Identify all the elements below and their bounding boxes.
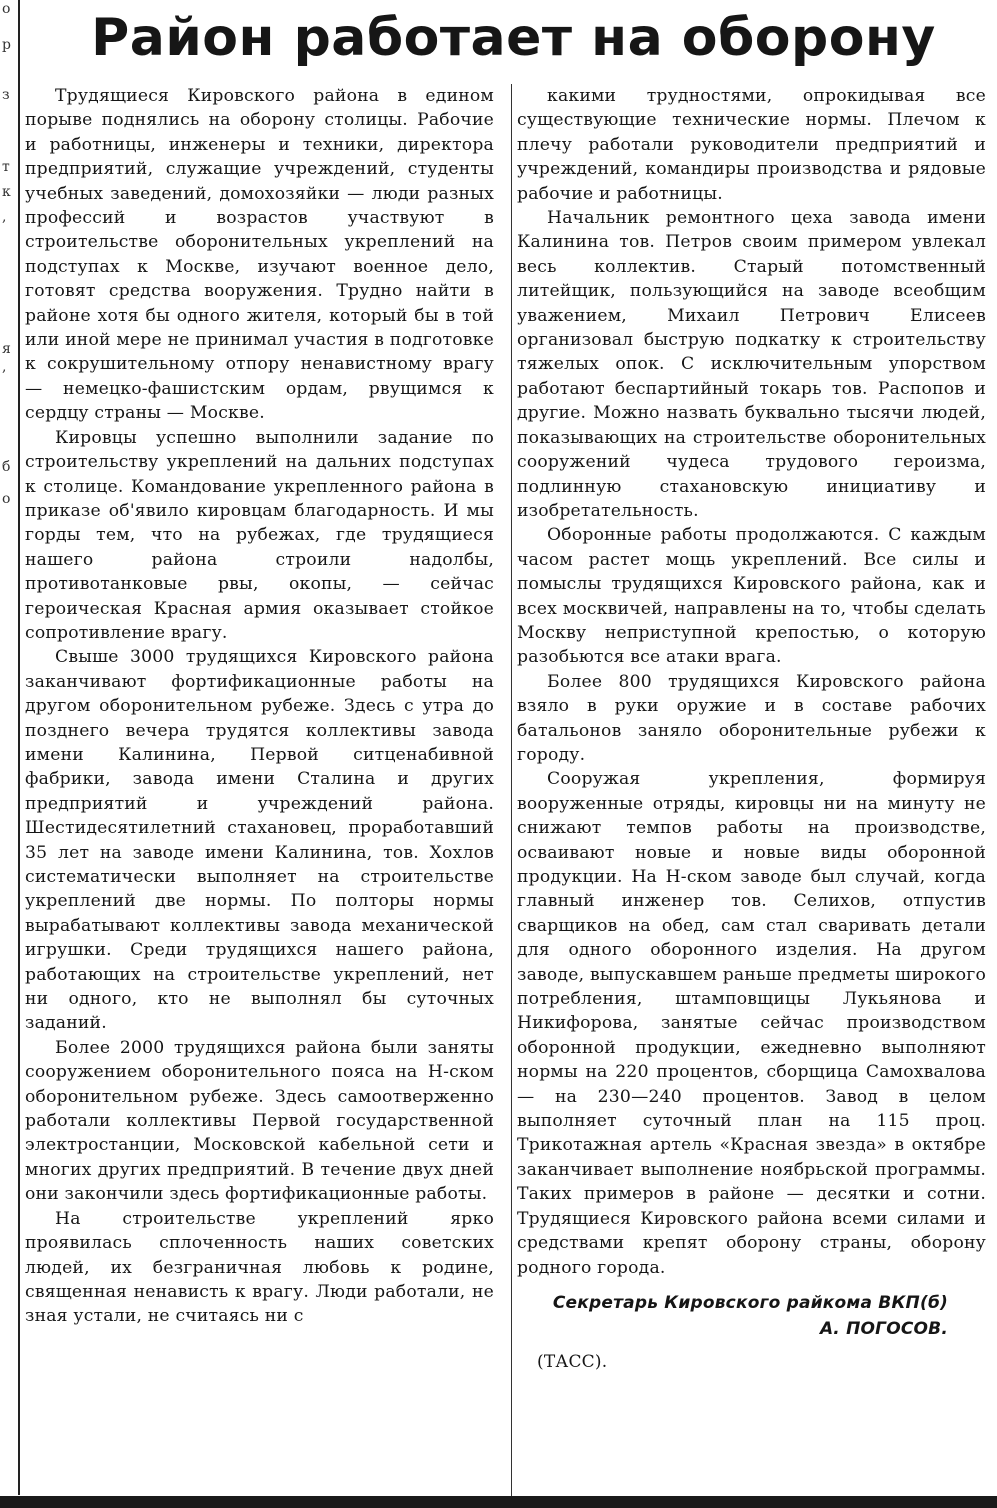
signature-position: Секретарь Кировского райкома ВКП(б)	[552, 1292, 948, 1313]
column-divider	[511, 84, 512, 1504]
article-paragraph: Сооружая укрепления, формируя вооруженные отряды, кировцы ни на минуту не снижают темпов работы на производстве, осваивают новые и новые виды оборонной продукции. На Н-ском заводе был случай, когда главный инженер тов. Селихов, отпустив сварщиков на обед, сам стал сваривать детали для одного оборонного изделия. На другом заводе, выпускавшем раньше предметы широкого потребления, штамповщицы Лукьянова и Никифорова, занятые сейчас производством оборонной продукции, ежедневно выполняют нормы на 220 процентов, сборщица Самохвалова — на 230—240 процентов. Завод в целом выполняет суточный план на 115 проц. Трикотажная артель «Красная звезда» в октябре заканчивает выполнение ноябрьской программы. Таких примеров в районе — десятки и сотни. Трудящиеся Кировского района всеми силами и средствами крепят оборону страны, оборону родного города.	[517, 769, 986, 1278]
article-paragraph: Свыше 3000 трудящихся Кировского района заканчивают фортификационные работы на другом оборонительном рубеже. Здесь с утра до позднего вечера трудятся коллективы завода имени Калинина, Первой ситценабивной фабрики, завода имени Сталина и других предприятий и учреждений района. Шестидесятилетний стахановец, проработавший 35 лет на заводе имени Калинина, тов. Хохлов систематически выполняет на строительстве укреплений две нормы. По полторы нормы вырабатывают коллективы завода механической игрушки. Среди трудящихся нашего района, работающих на строительстве укреплений, нет ни одного, кто не выполнял бы суточных заданий.	[25, 647, 494, 1034]
article-paragraph: какими трудностями, опрокидывая все существующие технические нормы. Плечом к плечу работали руководители предприятий и учреждений, командиры производства и рядовые рабочие и работницы.	[517, 86, 986, 204]
source-credit: (ТАСС).	[537, 1351, 608, 1372]
edge-glyph: т	[2, 159, 10, 175]
edge-glyph: к	[2, 184, 11, 200]
article-paragraph: Кировцы успешно выполнили задание по строительству укреплений на дальних подступах к столице. Командование укрепленного района в приказе об'явило кировцам благодарность. И мы горды тем, что на рубежах, где трудящиеся нашего района строили надолбы, противотанковые рвы, окопы, — сейчас героическая Красная армия оказывает стойкое сопротивление врагу.	[25, 427, 494, 643]
article-paragraph: Более 800 трудящихся Кировского района взяло в руки оружие и в составе рабочих батальонов заняло оборонительные рубежи к городу.	[517, 671, 986, 765]
article-column-left	[25, 84, 494, 1329]
bottom-rule	[0, 1496, 997, 1508]
edge-glyph: з	[2, 87, 10, 103]
adjacent-column-edge	[0, 0, 20, 1495]
article-paragraph: Более 2000 трудящихся района были заняты сооружением оборонительного пояса на Н-ском оборонительном рубеже. Здесь самоотверженно работали коллективы Первой государственной электростанции, Московской кабельной сети и многих других предприятий. В течение двух дней они закончили здесь фортификационные работы.	[25, 1037, 494, 1205]
signature	[517, 1290, 986, 1342]
article-paragraph: Начальник ремонтного цеха завода имени Калинина тов. Петров своим примером увлекал весь коллектив. Старый потомственный литейщик, пользующийся на заводе всеобщим уважением, Михаил Петрович Елисеев организовал быструю подкатку к строительству тяжелых опок. С исключительным упорством работают беспартийный токарь тов. Распопов и другие. Можно назвать буквально тысячи людей, показывающих на строительстве оборонительных сооружений чудеса трудового героизма, подлинную стахановскую инициативу и изобретательность.	[517, 208, 986, 521]
edge-glyph: ,	[2, 209, 7, 225]
signature-name: А. ПОГОСОВ.	[819, 1318, 948, 1339]
article-paragraph: На строительстве укреплений ярко проявилась сплоченность наших советских людей, их безграничная любовь к родине, священная ненависть к врагу. Люди работали, не зная устали, не считаясь ни с	[25, 1208, 494, 1327]
article-paragraph: Трудящиеся Кировского района в едином порыве поднялись на оборону столицы. Рабочие и работницы, инженеры и техники, директора предприятий, служащие учреждений, студенты учебных заведений, домохозяйки — люди разных профессий и возрастов участвуют в строительстве оборонительных укреплений на подступах к Москве, изучают военное дело, готовят средства вооружения. Трудно найти в районе хотя бы одного жителя, который бы в той или иной мере не принимал участия в подготовке к сокрушительному отпору ненавистному врагу — немецко-фашистским ордам, рвущимся к сердцу страны — Москве.	[25, 86, 494, 424]
article-column-right	[517, 84, 986, 1374]
edge-glyph: ,	[2, 359, 7, 375]
edge-glyph: б	[2, 459, 11, 475]
edge-glyph: р	[2, 37, 11, 53]
article-paragraph: Оборонные работы продолжаются. С каждым часом растет мощь укреплений. Все силы и помыслы трудящихся Кировского района, как и всех москвичей, направлены на то, чтобы сделать Москву неприступной крепостью, о которую разобьются все атаки врага.	[517, 525, 986, 668]
headline: Район работает на оборону	[91, 8, 936, 68]
edge-glyph: о	[2, 1, 11, 17]
edge-glyph: о	[2, 491, 11, 507]
edge-glyph: я	[2, 341, 11, 357]
